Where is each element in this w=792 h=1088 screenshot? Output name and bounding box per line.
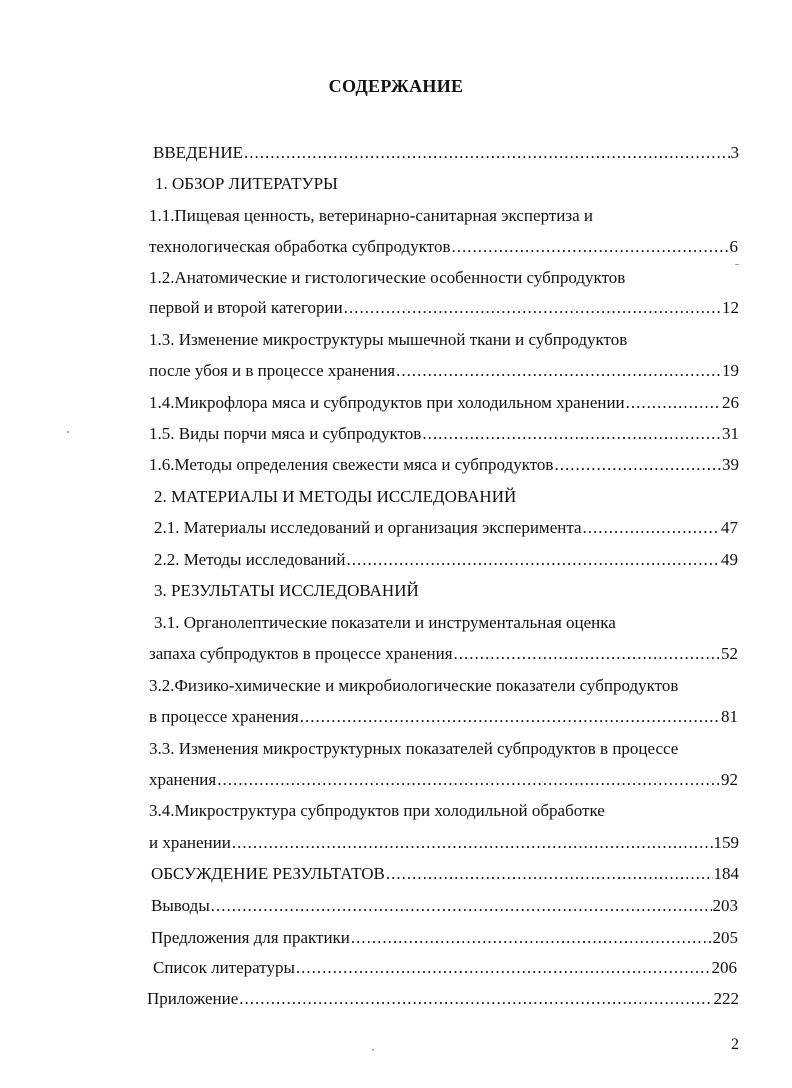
toc-heading-2: 2. МАТЕРИАЛЫ И МЕТОДЫ ИССЛЕДОВАНИЙ bbox=[154, 487, 517, 506]
toc-page: 39 bbox=[722, 455, 739, 474]
toc-label: 1.4.Микрофлора мяса и субпродуктов при холодильном хранении bbox=[149, 393, 625, 412]
toc-page: 92 bbox=[721, 770, 738, 789]
toc-entry-1-1 bbox=[149, 237, 738, 257]
toc-label: 2.2. Методы исследований bbox=[154, 550, 346, 569]
toc-leader bbox=[626, 393, 721, 413]
toc-label: ОБСУЖДЕНИЕ РЕЗУЛЬТАТОВ bbox=[151, 864, 385, 883]
toc-entry-3-4-line1: 3.4.Микроструктура субпродуктов при холодильной обработке bbox=[149, 801, 605, 820]
toc-label: Предложения для практики bbox=[151, 928, 350, 947]
toc-entry-2-1 bbox=[154, 518, 738, 538]
toc-page: 203 bbox=[712, 896, 738, 915]
toc-leader bbox=[239, 989, 712, 1009]
scan-speck bbox=[67, 431, 69, 433]
toc-label: 2.1. Материалы исследований и организация эксперимента bbox=[154, 518, 582, 537]
toc-entry-conclusions bbox=[151, 896, 738, 916]
toc-entry-1-3 bbox=[149, 361, 739, 381]
toc-page: 31 bbox=[722, 424, 739, 443]
toc-entry-1-3-line1: 1.3. Изменение микроструктуры мышечной ткани и субпродуктов bbox=[149, 330, 628, 349]
scan-speck bbox=[735, 264, 739, 265]
toc-label: 1.5. Виды порчи мяса и субпродуктов bbox=[149, 424, 422, 443]
toc-heading-1: 1. ОБЗОР ЛИТЕРАТУРЫ bbox=[155, 174, 338, 193]
toc-label: хранения bbox=[149, 770, 217, 789]
toc-page: 47 bbox=[721, 518, 738, 537]
toc-label: Приложение bbox=[147, 989, 239, 1008]
toc-leader bbox=[296, 958, 711, 978]
toc-entry-1-6 bbox=[149, 455, 739, 475]
toc-label: Выводы bbox=[151, 896, 210, 915]
toc-leader bbox=[451, 237, 728, 257]
toc-page: 184 bbox=[713, 864, 739, 883]
toc-entry-1-4 bbox=[149, 393, 739, 413]
toc-label: в процессе хранения bbox=[149, 707, 299, 726]
toc-page: 222 bbox=[713, 989, 739, 1008]
toc-leader bbox=[347, 550, 720, 570]
toc-label: ВВЕДЕНИЕ bbox=[153, 143, 243, 162]
page-title: СОДЕРЖАНИЕ bbox=[328, 76, 464, 96]
toc-leader bbox=[583, 518, 720, 538]
toc-leader bbox=[386, 864, 713, 884]
toc-leader bbox=[217, 770, 720, 790]
toc-page: 6 bbox=[729, 237, 738, 256]
toc-leader bbox=[554, 455, 721, 475]
toc-entry-3-1 bbox=[149, 644, 738, 664]
toc-entry-3-1-line1: 3.1. Органолептические показатели и инструментальная оценка bbox=[154, 613, 616, 632]
toc-entry-3-3 bbox=[149, 770, 738, 790]
toc-entry-discussion bbox=[151, 864, 739, 884]
toc-entry-2-2 bbox=[154, 550, 738, 570]
toc-page: 52 bbox=[721, 644, 738, 663]
toc-label: технологическая обработка субпродуктов bbox=[149, 237, 451, 256]
toc-leader bbox=[244, 143, 730, 163]
toc-entry-3-2 bbox=[149, 707, 738, 727]
toc-entry-1-1-line1: 1.1.Пищевая ценность, ветеринарно-санитарная экспертиза и bbox=[149, 206, 593, 225]
toc-label: 1.6.Методы определения свежести мяса и субпродуктов bbox=[149, 455, 554, 474]
toc-entry-3-3-line1: 3.3. Изменения микроструктурных показателей субпродуктов в процессе bbox=[149, 739, 679, 758]
toc-entry-1-2-line1: 1.2.Анатомические и гистологические особенности субпродуктов bbox=[149, 268, 626, 287]
toc-leader bbox=[344, 298, 721, 318]
toc-entry-appendix bbox=[147, 989, 739, 1009]
toc-leader bbox=[396, 361, 721, 381]
toc-page: 19 bbox=[722, 361, 739, 380]
toc-page: 159 bbox=[713, 833, 739, 852]
toc-leader bbox=[211, 896, 712, 916]
toc-entry-3-4 bbox=[149, 833, 739, 853]
page-number: 2 bbox=[731, 1036, 739, 1053]
toc-entry-3-2-line1: 3.2.Физико-химические и микробиологические показатели субпродуктов bbox=[149, 676, 679, 695]
toc-page: 26 bbox=[722, 393, 739, 412]
toc-leader bbox=[232, 833, 713, 853]
toc-page: 12 bbox=[722, 298, 739, 317]
toc-label: и хранении bbox=[149, 833, 231, 852]
toc-page: 205 bbox=[712, 928, 738, 947]
toc-entry-proposals bbox=[151, 928, 738, 948]
toc-page: 3 bbox=[730, 143, 739, 162]
toc-entry-1-2 bbox=[149, 298, 739, 318]
scan-speck bbox=[372, 1049, 374, 1051]
toc-label: первой и второй категории bbox=[149, 298, 343, 317]
toc-entry-references bbox=[153, 958, 737, 978]
toc-label: запаха субпродуктов в процессе хранения bbox=[149, 644, 453, 663]
toc-page: 49 bbox=[721, 550, 738, 569]
toc-page: 206 bbox=[711, 958, 737, 977]
toc-entry-1-5 bbox=[149, 424, 739, 444]
toc-page: 81 bbox=[721, 707, 738, 726]
toc-label: после убоя и в процессе хранения bbox=[149, 361, 396, 380]
toc-entry-intro bbox=[153, 143, 739, 163]
toc-leader bbox=[422, 424, 721, 444]
toc-leader bbox=[351, 928, 712, 948]
toc-heading-3: 3. РЕЗУЛЬТАТЫ ИССЛЕДОВАНИЙ bbox=[154, 581, 419, 600]
toc-label: Список литературы bbox=[153, 958, 295, 977]
toc-leader bbox=[300, 707, 720, 727]
toc-leader bbox=[454, 644, 720, 664]
